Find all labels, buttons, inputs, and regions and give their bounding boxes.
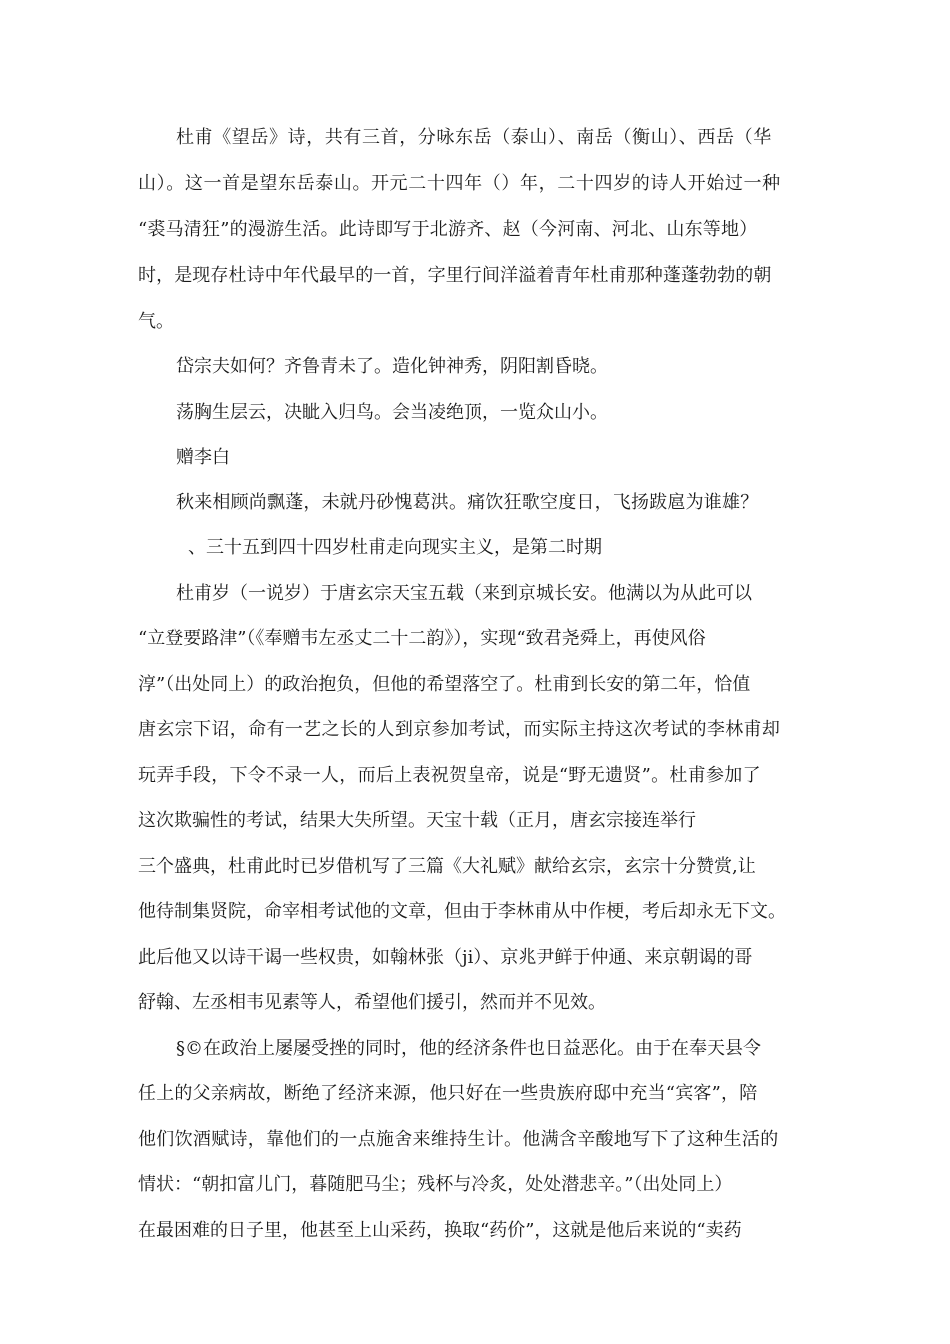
text-line-19: 此后他又以诗干谒一些权贵，如翰林张（ji）、京兆尹鲜于仲通、来京朝谒的哥 — [138, 947, 753, 968]
text-line-14: 唐玄宗下诏，命有一艺之长的人到京参加考试，而实际主持这次考试的李林甫却 — [138, 719, 781, 740]
text-line-18: 他待制集贤院，命宰相考试他的文章，但由于李林甫从中作梗，考后却永无下文。 — [138, 901, 786, 922]
text-line-15: 玩弄手段，下令不录一人，而后上表祝贺皇帝，说是“野无遗贤”。杜甫参加了 — [138, 765, 761, 786]
text-line-9: 秋来相顾尚飘蓬，未就丹砂愧葛洪。痛饮狂歌空度日，飞扬跋扈为谁雄？ — [176, 492, 759, 513]
text-line-1: 杜甫《望岳》诗，共有三首，分咏东岳（泰山）、南岳（衡山）、西岳（华 — [176, 127, 772, 148]
text-line-21: §©在政治上屡屡受挫的同时，他的经济条件也日益恶化。由于在奉天县令 — [176, 1038, 761, 1059]
text-line-2: 山）。这一首是望东岳泰山。开元二十四年（）年，二十四岁的诗人开始过一种 — [138, 173, 781, 194]
section-heading: 、三十五到四十四岁杜甫走向现实主义，是第二时期 — [188, 537, 602, 558]
text-line-16: 这次欺骗性的考试，结果大失所望。天宝十载（正月，唐玄宗接连举行 — [138, 810, 696, 831]
text-line-13: 淳”（出处同上）的政治抱负，但他的希望落空了。杜甫到长安的第二年，恰值 — [138, 674, 751, 695]
text-line-7: 荡胸生层云，决眦入归鸟。会当凌绝顶，一览众山小。 — [176, 402, 608, 423]
text-line-24: 情状：“朝扣富儿门，暮随肥马尘；残杯与冷炙，处处潜悲辛。”（出处同上） — [138, 1174, 733, 1195]
text-line-17: 三个盛典，杜甫此时已岁借机写了三篇《大礼赋》献给玄宗，玄宗十分赞赏,让 — [138, 856, 756, 877]
text-line-11: 杜甫岁（一说岁）于唐玄宗天宝五载（来到京城长安。他满以为从此可以 — [176, 583, 752, 604]
text-line-5: 气。 — [138, 311, 174, 332]
text-line-8: 赠李白 — [176, 447, 230, 468]
text-line-22: 任上的父亲病故，断绝了经济来源，他只好在一些贵族府邸中充当“宾客”，陪 — [138, 1083, 758, 1104]
text-line-23: 他们饮酒赋诗，靠他们的一点施舍来维持生计。他满含辛酸地写下了这种生活的 — [138, 1129, 779, 1150]
text-line-6: 岱宗夫如何？齐鲁青未了。造化钟神秀，阴阳割昏晓。 — [176, 356, 608, 377]
text-line-12: “立登要路津”（《奉赠韦左丞丈二十二韵》），实现“致君尧舜上，再使风俗 — [138, 628, 706, 649]
text-line-20: 舒翰、左丞相韦见素等人，希望他们援引，然而并不见效。 — [138, 992, 606, 1013]
text-line-3: “裘马清狂”的漫游生活。此诗即写于北游齐、赵（今河南、河北、山东等地） — [138, 219, 758, 240]
text-line-25: 在最困难的日子里，他甚至上山采药，换取“药价”，这就是他后来说的“卖药 — [138, 1220, 742, 1241]
text-line-4: 时，是现存杜诗中年代最早的一首，字里行间洋溢着青年杜甫那种蓬蓬勃勃的朝 — [138, 265, 772, 286]
